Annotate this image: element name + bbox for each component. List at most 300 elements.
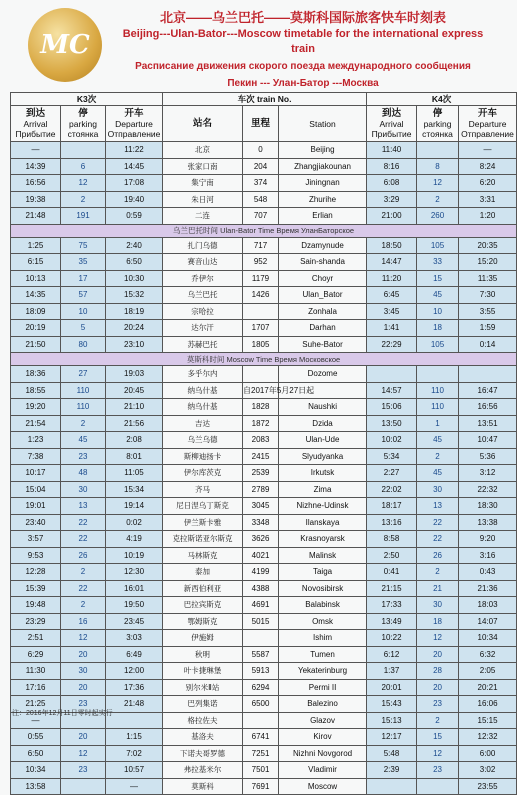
column-header-en: Departure: [115, 118, 153, 129]
table-cell: 18:30: [459, 498, 517, 515]
table-cell: 22:29: [367, 336, 417, 353]
table-cell: 7251: [243, 745, 279, 762]
table-row: [11, 514, 517, 531]
train-label: 车次 train No.: [163, 93, 367, 106]
table-cell: 8: [417, 158, 459, 175]
table-cell: Krasnoyarsk: [279, 531, 367, 548]
table-cell: 110: [61, 399, 106, 416]
table-row: [11, 208, 517, 225]
table-cell: 17:36: [106, 679, 163, 696]
table-cell: 20: [417, 646, 459, 663]
table-cell: 20: [61, 646, 106, 663]
table-cell: 21:56: [106, 415, 163, 432]
table-cell: Darhan: [279, 320, 367, 337]
table-cell: 18: [417, 320, 459, 337]
table-cell: 赛音山达: [163, 254, 243, 271]
table-cell: 22: [61, 580, 106, 597]
table-row: [11, 613, 517, 630]
table-cell: 7501: [243, 762, 279, 779]
table-cell: 2:08: [106, 432, 163, 449]
table-cell: 23: [61, 448, 106, 465]
table-cell: 204: [243, 158, 279, 175]
table-cell: 18:03: [459, 597, 517, 614]
table-cell: 泰加: [163, 564, 243, 581]
table-cell: 15:15: [459, 712, 517, 729]
table-cell: 15:06: [367, 399, 417, 416]
table-cell: Irkutsk: [279, 465, 367, 482]
table-cell: 1:23: [11, 432, 61, 449]
column-header-en: parking: [423, 118, 452, 129]
table-cell: 3:02: [459, 762, 517, 779]
table-cell: 1805: [243, 336, 279, 353]
table-cell: 19:03: [106, 366, 163, 383]
table-cell: Zhangjiakounan: [279, 158, 367, 175]
table-cell: [61, 778, 106, 795]
table-cell: [417, 366, 459, 383]
table-cell: 11:20: [367, 270, 417, 287]
table-cell: 19:50: [106, 597, 163, 614]
table-cell: —: [106, 778, 163, 795]
table-cell: Vladimir: [279, 762, 367, 779]
table-cell: Slyudyanka: [279, 448, 367, 465]
table-cell: 6500: [243, 696, 279, 713]
table-row: [11, 729, 517, 746]
table-row: [11, 158, 517, 175]
table-cell: 14:35: [11, 287, 61, 304]
table-cell: 13:58: [11, 778, 61, 795]
table-cell: Erlian: [279, 208, 367, 225]
table-cell: 10:47: [459, 432, 517, 449]
table-cell: 3348: [243, 514, 279, 531]
table-cell: 30: [417, 597, 459, 614]
table-cell: —: [11, 712, 61, 729]
table-cell: 扎门乌德: [163, 237, 243, 254]
column-header-2: [106, 106, 163, 142]
table-cell: 6:32: [459, 646, 517, 663]
section-label: 乌兰巴托时间 Ulan-Bator Time Время УланБаторское: [11, 224, 517, 237]
table-cell: 30: [61, 481, 106, 498]
table-cell: 2789: [243, 481, 279, 498]
table-cell: 21:54: [11, 415, 61, 432]
table-cell: Malinsk: [279, 547, 367, 564]
table-cell: 30: [417, 481, 459, 498]
table-row: [11, 270, 517, 287]
table-cell: [459, 366, 517, 383]
table-cell: 17:33: [367, 597, 417, 614]
table-cell: 11:35: [459, 270, 517, 287]
column-header-ru: стоянка: [422, 128, 453, 139]
table-cell: 22:32: [459, 481, 517, 498]
table-cell: 16:06: [459, 696, 517, 713]
table-cell: 20:01: [367, 679, 417, 696]
table-cell: 2:40: [106, 237, 163, 254]
table-cell: 17:08: [106, 175, 163, 192]
table-cell: Dozome: [279, 366, 367, 383]
table-cell: 6:50: [11, 745, 61, 762]
table-cell: 5587: [243, 646, 279, 663]
table-cell: 23:40: [11, 514, 61, 531]
table-cell: Omsk: [279, 613, 367, 630]
table-cell: Dzamynude: [279, 237, 367, 254]
table-cell: 5015: [243, 613, 279, 630]
table-cell: 21:36: [459, 580, 517, 597]
table-cell: 2:50: [367, 547, 417, 564]
table-cell: Choyr: [279, 270, 367, 287]
table-cell: 6:12: [367, 646, 417, 663]
table-cell: 苏赫巴托: [163, 336, 243, 353]
table-cell: 14:47: [367, 254, 417, 271]
table-cell: 莫斯科: [163, 778, 243, 795]
table-cell: 10:17: [11, 465, 61, 482]
table-cell: 基洛夫: [163, 729, 243, 746]
table-cell: 23: [417, 696, 459, 713]
table-cell: Ulan_Bator: [279, 287, 367, 304]
table-cell: 叶卡捷琳堡: [163, 663, 243, 680]
table-cell: 11:40: [367, 142, 417, 159]
table-cell: 3:16: [459, 547, 517, 564]
column-header-en: Departure: [468, 118, 507, 129]
table-cell: 9:53: [11, 547, 61, 564]
table-cell: 12:30: [106, 564, 163, 581]
table-cell: 57: [61, 287, 106, 304]
table-cell: 21:15: [367, 580, 417, 597]
table-row: [11, 465, 517, 482]
table-cell: 20: [417, 679, 459, 696]
table-cell: Naushki: [279, 399, 367, 416]
table-cell: 10:19: [106, 547, 163, 564]
table-cell: 20:35: [459, 237, 517, 254]
table-cell: 乌兰乌德: [163, 432, 243, 449]
table-cell: 21: [417, 580, 459, 597]
table-cell: 548: [243, 191, 279, 208]
table-cell: 6: [61, 158, 106, 175]
table-cell: 16:56: [459, 399, 517, 416]
table-row: [11, 762, 517, 779]
table-cell: 下诺夫哥罗德: [163, 745, 243, 762]
logo: [28, 8, 102, 82]
table-cell: Kirov: [279, 729, 367, 746]
table-cell: 26: [417, 547, 459, 564]
table-cell: 4388: [243, 580, 279, 597]
table-cell: 33: [417, 254, 459, 271]
table-cell: Beijing: [279, 142, 367, 159]
table-cell: 2: [61, 597, 106, 614]
table-cell: 乌兰巴托: [163, 287, 243, 304]
table-cell: 1:37: [367, 663, 417, 680]
table-cell: 22: [417, 514, 459, 531]
column-header-6: [367, 106, 417, 142]
table-cell: Ishim: [279, 630, 367, 647]
column-header-en: Arrival: [23, 118, 48, 129]
table-cell: Tumen: [279, 646, 367, 663]
table-cell: 1:59: [459, 320, 517, 337]
table-cell: [243, 303, 279, 320]
table-cell: [417, 778, 459, 795]
table-row: [11, 142, 517, 159]
table-cell: 巴拉宾斯克: [163, 597, 243, 614]
table-cell: 12:28: [11, 564, 61, 581]
table-cell: 105: [417, 237, 459, 254]
section-header: [11, 224, 517, 237]
table-cell: 7691: [243, 778, 279, 795]
table-cell: 2: [61, 564, 106, 581]
table-cell: 秋明: [163, 646, 243, 663]
table-cell: 19:48: [11, 597, 61, 614]
table-cell: 22:02: [367, 481, 417, 498]
table-cell: 16:56: [11, 175, 61, 192]
table-cell: 纳乌什基: [163, 382, 243, 399]
table-row: [11, 303, 517, 320]
table-row: [11, 254, 517, 271]
column-header-1: [61, 106, 106, 142]
table-row: [11, 287, 517, 304]
table-cell: 21:48: [106, 696, 163, 713]
table-cell: 6:15: [11, 254, 61, 271]
table-cell: 14:07: [459, 613, 517, 630]
table-cell: 2: [417, 712, 459, 729]
column-header-cn: 停: [78, 107, 88, 119]
table-cell: [367, 366, 417, 383]
table-cell: [243, 366, 279, 383]
table-cell: 23:29: [11, 613, 61, 630]
table-cell: 1: [417, 415, 459, 432]
table-cell: 22: [61, 514, 106, 531]
table-cell: 2: [61, 191, 106, 208]
table-cell: 22: [61, 531, 106, 548]
table-cell: 23: [61, 762, 106, 779]
column-header-en: Station: [309, 118, 336, 129]
table-cell: Suhe-Bator: [279, 336, 367, 353]
table-cell: 1:15: [106, 729, 163, 746]
table-cell: Zhurihe: [279, 191, 367, 208]
table-cell: 110: [61, 382, 106, 399]
table-cell: 2083: [243, 432, 279, 449]
table-cell: 18: [417, 613, 459, 630]
table-cell: Permi II: [279, 679, 367, 696]
table-cell: 105: [417, 336, 459, 353]
table-cell: 12:17: [367, 729, 417, 746]
table-cell: 6:00: [459, 745, 517, 762]
table-cell: Balabinsk: [279, 597, 367, 614]
table-cell: 12:00: [106, 663, 163, 680]
table-cell: 18:09: [11, 303, 61, 320]
table-row: [11, 432, 517, 449]
table-cell: 宗哈拉: [163, 303, 243, 320]
table-cell: 自2017年5月27日起: [243, 382, 279, 399]
table-cell: 2: [417, 448, 459, 465]
table-cell: 22: [417, 531, 459, 548]
table-cell: 6:50: [106, 254, 163, 271]
table-cell: 19:14: [106, 498, 163, 515]
table-cell: [243, 712, 279, 729]
column-header-8: [459, 106, 517, 142]
table-row: [11, 531, 517, 548]
table-cell: 16:47: [459, 382, 517, 399]
table-cell: 21:50: [11, 336, 61, 353]
table-row: [11, 778, 517, 795]
table-cell: —: [11, 142, 61, 159]
table-cell: Sain-shanda: [279, 254, 367, 271]
table-row: [11, 366, 517, 383]
table-cell: 1:20: [459, 208, 517, 225]
table-cell: 8:01: [106, 448, 163, 465]
column-header-row: [11, 106, 517, 142]
table-cell: Balezino: [279, 696, 367, 713]
table-cell: 5:48: [367, 745, 417, 762]
table-cell: [367, 778, 417, 795]
table-cell: 巴列集诺: [163, 696, 243, 713]
table-cell: 1426: [243, 287, 279, 304]
table-cell: 10:57: [106, 762, 163, 779]
table-cell: 2:27: [367, 465, 417, 482]
table-cell: 20:45: [106, 382, 163, 399]
table-cell: Zonhala: [279, 303, 367, 320]
table-cell: 集宁南: [163, 175, 243, 192]
table-cell: 30: [61, 663, 106, 680]
table-cell: 18:36: [11, 366, 61, 383]
table-cell: 7:02: [106, 745, 163, 762]
table-cell: 吉达: [163, 415, 243, 432]
column-header-en: parking: [69, 118, 97, 129]
column-header-cn: 站名: [193, 117, 213, 129]
table-cell: 3:29: [367, 191, 417, 208]
table-cell: 18:17: [367, 498, 417, 515]
table-cell: [243, 630, 279, 647]
table-cell: 2: [417, 564, 459, 581]
table-cell: 6:20: [459, 175, 517, 192]
table-cell: Yekaterinburg: [279, 663, 367, 680]
table-row: [11, 415, 517, 432]
table-cell: 5:34: [367, 448, 417, 465]
column-header-ru: Отправление: [461, 128, 514, 139]
table-cell: 6741: [243, 729, 279, 746]
table-row: [11, 597, 517, 614]
table-cell: 2:05: [459, 663, 517, 680]
table-cell: 10:30: [106, 270, 163, 287]
table-cell: 12: [61, 630, 106, 647]
table-cell: 1872: [243, 415, 279, 432]
table-cell: 19:38: [11, 191, 61, 208]
column-header-5: [279, 106, 367, 142]
table-cell: 12: [61, 745, 106, 762]
section-label: 莫斯科时间 Moscow Time Время Московское: [11, 353, 517, 366]
k4-label: K4次: [367, 93, 517, 106]
table-cell: 23:10: [106, 336, 163, 353]
table-cell: 15:43: [367, 696, 417, 713]
table-cell: 20:21: [459, 679, 517, 696]
column-header-0: [11, 106, 61, 142]
timetable-body: [11, 142, 517, 795]
column-header-cn: 到达: [382, 107, 402, 119]
table-cell: 23: [61, 696, 106, 713]
table-row: [11, 646, 517, 663]
table-cell: 伊施姆: [163, 630, 243, 647]
table-cell: 11:05: [106, 465, 163, 482]
table-cell: 6294: [243, 679, 279, 696]
table-cell: 达尔汗: [163, 320, 243, 337]
table-cell: 10:13: [11, 270, 61, 287]
table-cell: 13:16: [367, 514, 417, 531]
table-cell: 多乎尔内: [163, 366, 243, 383]
column-header-4: [243, 106, 279, 142]
column-header-cn: 停: [432, 107, 443, 119]
table-cell: 45: [417, 465, 459, 482]
table-cell: 20:24: [106, 320, 163, 337]
table-cell: 4691: [243, 597, 279, 614]
column-header-en: Arrival: [379, 118, 404, 129]
footnote: 注：2016年12月11日零时起实行: [12, 710, 113, 717]
table-cell: 15:32: [106, 287, 163, 304]
column-header-ru: Прибытие: [371, 128, 412, 139]
table-cell: 6:49: [106, 646, 163, 663]
table-cell: 75: [61, 237, 106, 254]
table-cell: 20:19: [11, 320, 61, 337]
table-cell: 23:55: [459, 778, 517, 795]
table-cell: 朱日河: [163, 191, 243, 208]
table-cell: 0:14: [459, 336, 517, 353]
table-cell: Zima: [279, 481, 367, 498]
table-cell: 尼日涅乌丁斯克: [163, 498, 243, 515]
column-header-ru: Отправление: [107, 128, 161, 139]
table-cell: 26: [61, 547, 106, 564]
table-cell: 21:00: [367, 208, 417, 225]
table-cell: 15:13: [367, 712, 417, 729]
table-cell: 克拉斯诺亚尔斯克: [163, 531, 243, 548]
table-row: [11, 399, 517, 416]
table-row: [11, 382, 517, 399]
title-cn: 北京——乌兰巴托——莫斯科国际旅客快车时刻表: [159, 10, 446, 25]
table-cell: 15: [417, 270, 459, 287]
table-cell: 3:31: [459, 191, 517, 208]
table-cell: 伊尔库茨克: [163, 465, 243, 482]
table-cell: 13: [61, 498, 106, 515]
column-header-cn: 开车: [124, 107, 144, 119]
table-cell: 16: [61, 613, 106, 630]
table-cell: —: [459, 142, 517, 159]
table-cell: 10:34: [11, 762, 61, 779]
table-cell: 12: [417, 745, 459, 762]
table-cell: 15:20: [459, 254, 517, 271]
table-cell: [61, 142, 106, 159]
section-header: [11, 353, 517, 366]
table-cell: 斯柳迪扬卡: [163, 448, 243, 465]
page-header: [118, 10, 488, 91]
table-cell: Moscow: [279, 778, 367, 795]
table-cell: Ulan-Ude: [279, 432, 367, 449]
table-cell: Nizhni Novgorod: [279, 745, 367, 762]
table-cell: 1707: [243, 320, 279, 337]
table-cell: 952: [243, 254, 279, 271]
table-cell: 格拉佐夫: [163, 712, 243, 729]
title-en: Beijing---Ulan-Bator---Moscow timetable for the international express train: [122, 28, 484, 55]
table-cell: 二连: [163, 208, 243, 225]
table-cell: [417, 142, 459, 159]
table-cell: Nizhne-Udinsk: [279, 498, 367, 515]
table-cell: 2539: [243, 465, 279, 482]
table-cell: 45: [417, 287, 459, 304]
table-cell: 鄂姆斯克: [163, 613, 243, 630]
table-cell: 15:39: [11, 580, 61, 597]
table-cell: 3:45: [367, 303, 417, 320]
table-cell: 4021: [243, 547, 279, 564]
table-cell: 8:24: [459, 158, 517, 175]
table-row: [11, 745, 517, 762]
table-cell: Ilanskaya: [279, 514, 367, 531]
table-cell: 11:22: [106, 142, 163, 159]
table-cell: 2:51: [11, 630, 61, 647]
table-cell: 张家口南: [163, 158, 243, 175]
table-cell: 6:29: [11, 646, 61, 663]
